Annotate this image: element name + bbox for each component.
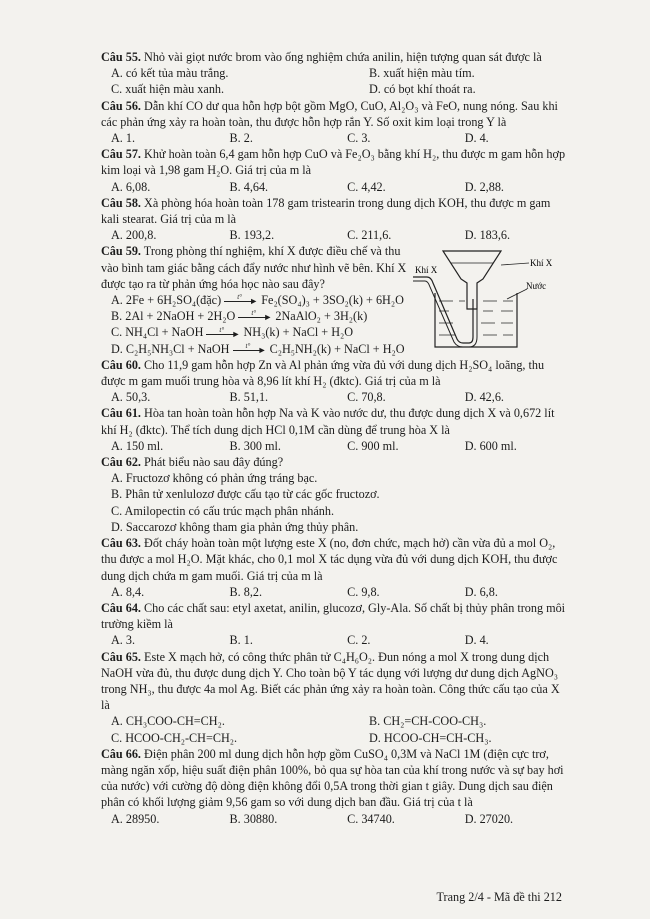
question-stem: Nhỏ vài giọt nước brom vào ống nghiệm chứa anilin, hiện tượng quan sát được là (144, 50, 542, 64)
option-b: B. 2Al + 2NaOH + 2H₂O t° ► 2NaAlO₂ + 3H₂(k) (111, 309, 368, 324)
reaction-arrow: t° ► (224, 296, 258, 306)
option-c: C. Amilopectin có cấu trúc mạch phân nhánh. (111, 503, 335, 518)
option-b: B. 4,64. (229, 179, 269, 194)
question-66 (101, 746, 571, 827)
option-c: C. 3. (347, 131, 371, 146)
question-number: Câu 56. (101, 98, 141, 113)
option-d: D. 2,88. (464, 179, 504, 194)
option-a: A. 50,3. (111, 390, 151, 405)
question-63 (101, 535, 571, 600)
question-stem: Cho 11,9 gam hỗn hợp Zn và Al phản ứng vừa đủ với dung dịch H₂SO₄ loãng, thu được m gam muối trung hòa và 8,96 lít khí H₂ (đktc). Giá trị của m là (101, 357, 545, 389)
option-c: C. HCOO-CH₂-CH=CH₂. (111, 730, 238, 745)
option-d: D. 600 ml. (464, 438, 517, 453)
question-stem: Cho các chất sau: etyl axetat, anilin, glucozơ, Gly-Ala. Số chất bị thủy phân trong môi trường kiềm là (101, 600, 566, 632)
question-stem: Este X mạch hở, có công thức phân tử C₄H₆O₂. Đun nóng a mol X trong dung dịch NaOH vừa đủ, thu được dung dịch Y. Cho toàn bộ Y tác dụng với lượng dư dung dịch AgNO₃ trong NH₃, thu được 4a mol Ag. Biết các phản ứng xảy ra hoàn toàn. Công thức cấu tạo của X là (101, 649, 560, 713)
question-list (101, 49, 571, 827)
reaction-arrow: t° ► (233, 345, 267, 355)
option-c: C. xuất hiện màu xanh. (111, 82, 225, 97)
option-b: B. 30880. (229, 811, 278, 826)
option-b: B. 2. (229, 131, 253, 146)
option-b: B. 193,2. (229, 228, 275, 243)
option-d: D. 6,8. (464, 584, 498, 599)
option-b: B. Phân tử xenlulozơ được cấu tạo từ các gốc fructozơ. (111, 487, 380, 502)
option-d: D. HCOO-CH=CH-CH₃. (369, 730, 492, 745)
option-d: D. C₂H₅NH₃Cl + NaOH t° ► C₂H₅NH₂(k) + NaCl + H₂O (111, 341, 405, 356)
option-d: D. 4. (464, 131, 489, 146)
option-b: B. 8,2. (229, 584, 263, 599)
option-d: D. Saccarozơ không tham gia phản ứng thủy phân. (111, 519, 359, 534)
option-b: B. 51,1. (229, 390, 269, 405)
option-d: D. 42,6. (464, 390, 504, 405)
option-d: D. có bọt khí thoát ra. (369, 82, 476, 97)
option-a: A. 1. (111, 131, 136, 146)
question-65 (101, 649, 571, 746)
option-a: A. 6,08. (111, 179, 151, 194)
reaction-arrow: t° ► (206, 329, 240, 339)
question-number: Câu 57. (101, 147, 141, 162)
question-number: Câu 65. (101, 649, 141, 664)
question-stem: Xà phòng hóa hoàn toàn 178 gam tristearin trong dung dịch KOH, thu được m gam kali stearat. Giá trị của m là (101, 195, 551, 227)
question-62 (101, 454, 571, 535)
option-a: A. CH₃COO-CH=CH₂. (111, 714, 225, 729)
question-number: Câu 62. (101, 455, 141, 470)
option-c: C. 34740. (347, 811, 395, 826)
option-b: B. CH₂=CH-COO-CH₃. (369, 714, 487, 729)
question-number: Câu 64. (101, 600, 141, 615)
question-number: Câu 63. (101, 536, 141, 551)
question-number: Câu 61. (101, 406, 141, 421)
option-c: C. 4,42. (347, 179, 386, 194)
option-b: B. 1. (229, 633, 253, 648)
question-stem: Khử hoàn toàn 6,4 gam hỗn hợp CuO và Fe₂O₃ bằng khí H₂, thu được m gam hỗn hợp kim loại và 1,98 gam H₂O. Giá trị của m là (101, 147, 566, 178)
option-c: C. NH₄Cl + NaOH t° ► NH₃(k) + NaCl + H₂O (111, 325, 354, 340)
question-57 (101, 146, 571, 195)
option-a: A. 3. (111, 633, 136, 648)
question-58 (101, 195, 571, 244)
option-b: B. 300 ml. (229, 438, 281, 453)
question-stem: Trong phòng thí nghiệm, khí X được điều chế và thu vào bình tam giác bằng cách đẩy nước như hình vẽ bên. Khí X được tạo ra từ phản ứng hóa học nào sau đây? (101, 244, 407, 291)
option-c: C. 211,6. (347, 228, 392, 243)
option-d: D. 4. (464, 633, 489, 648)
option-a: A. có kết tủa màu trắng. (111, 66, 229, 81)
question-56 (101, 98, 571, 147)
gas-in-label: Khí X (415, 265, 438, 276)
question-number: Câu 59. (101, 244, 141, 259)
option-b: B. xuất hiện màu tím. (369, 66, 475, 81)
reaction-arrow: t° ► (238, 312, 272, 322)
question-number: Câu 60. (101, 357, 141, 372)
question-stem: Dẫn khí CO dư qua hỗn hợp bột gồm MgO, CuO, Al₂O₃ và FeO, nung nóng. Sau khi các phản ứng xảy ra hoàn toàn, thu được hỗn hợp rắn Y. Số oxit kim loại trong Y là (101, 98, 558, 129)
option-a: A. 150 ml. (111, 438, 164, 453)
question-stem: Phát biểu nào sau đây đúng? (144, 455, 284, 470)
question-number: Câu 55. (101, 50, 141, 64)
option-c: C. 900 ml. (347, 438, 399, 453)
option-a: A. 200,8. (111, 228, 157, 243)
question-59 (101, 243, 571, 356)
question-number: Câu 58. (101, 195, 141, 210)
option-a: A. Fructozơ không có phản ứng tráng bạc. (111, 471, 318, 486)
option-d: D. 27020. (464, 811, 514, 826)
water-label: Nước (526, 281, 547, 292)
option-a: A. 2Fe + 6H₂SO₄(đặc) t° ► Fe₂(SO₄)₃ + 3SO₂(k) + 6H₂O (111, 293, 404, 308)
option-a: A. 28950. (111, 811, 160, 826)
option-a: A. 8,4. (111, 584, 145, 599)
question-61 (101, 405, 571, 454)
question-stem: Đốt cháy hoàn toàn một lượng este X (no, đơn chức, mạch hở) cần vừa đủ a mol O₂, thu được a mol H₂O. Mặt khác, cho 0,1 mol X tác dụng vừa đủ với dung dịch KOH, thu được dung dịch chứa m gam muối. Giá trị của m là (101, 536, 558, 583)
option-d: D. 183,6. (464, 228, 511, 243)
option-c: C. 9,8. (347, 584, 380, 599)
question-number: Câu 66. (101, 746, 141, 761)
question-stem: Điện phân 200 ml dung dịch hỗn hợp gồm CuSO₄ 0,3M và NaCl 1M (điện cực trơ, màng ngăn xốp, hiệu suất điện phân 100%, bỏ qua sự hòa tan của khí trong nước và sự bay hơi của nước) với cường độ dòng điện không đổi 0,5A trong thời gian t giây. Dung dịch sau điện phân có khối lượng giảm 9,56 gam so với dung dịch ban đầu. Giá trị của t là (101, 746, 564, 810)
page-footer: Trang 2/4 - Mã đề thi 212 (436, 890, 562, 904)
question-60 (101, 357, 571, 406)
option-c: C. 2. (347, 633, 371, 648)
gas-collection-diagram (413, 247, 563, 359)
question-55 (101, 49, 571, 98)
gas-top-label: Khí X (530, 258, 553, 269)
option-c: C. 70,8. (347, 390, 386, 405)
question-stem: Hòa tan hoàn toàn hỗn hợp Na và K vào nước dư, thu được dung dịch X và 0,672 lít khí H₂ (đktc). Thể tích dung dịch HCl 0,1M cần dùng để trung hòa X là (101, 406, 555, 437)
question-64 (101, 600, 571, 649)
